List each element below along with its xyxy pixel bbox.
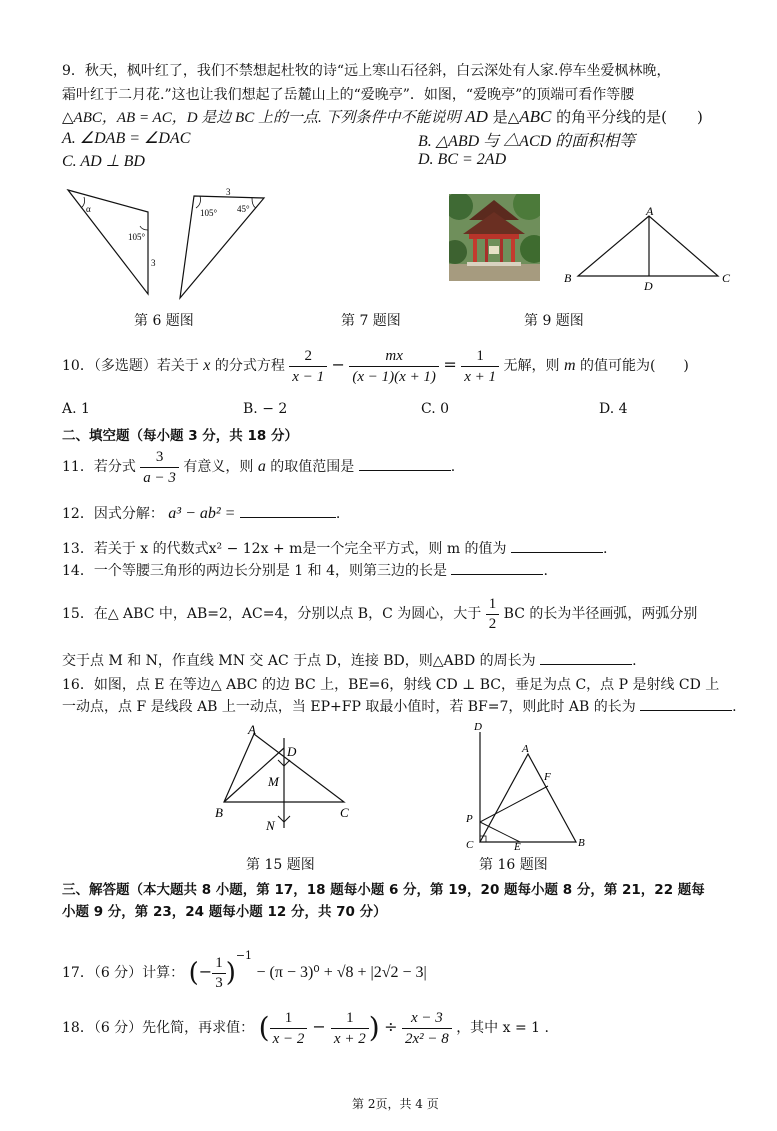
fig16-label-f: F <box>544 771 551 783</box>
fig15-caption: 第 15 题图 <box>246 857 315 873</box>
fig16-label-d: D <box>474 721 482 733</box>
fig16-label-e: E <box>514 841 521 850</box>
q15-line1: 15．在△ ABC 中，AB=2，AC=4，分别以点 B，C 为圆心，大于 $\frac{1}{2}$ BC 的长为半径画弧，两弧分别 <box>62 595 698 632</box>
q9-option-b: B. △ABD 与 △ACD 的面积相等 <box>418 133 636 150</box>
q14-answer-blank[interactable] <box>451 560 543 575</box>
q18-stem: 18．（6 分）先化简，再求值： ( $\frac{1}{x - 2}$ − $\frac{1}{x + 2}$ ) ÷ $\frac{x - 3}{\text{2x² − 8}}$ ，其中 x = 1 . <box>62 1009 549 1047</box>
fig7-angle-105: 105° <box>200 208 218 218</box>
fig16-label-b: B <box>578 837 585 849</box>
q9-line1: 9．秋天，枫叶红了，我们不禁想起杜牧的诗“远上寒山石径斜，白云深处有人家.停车坐爱枫林晚， <box>62 63 671 79</box>
figure-9-triangle <box>560 204 740 294</box>
fig9-label-a: A <box>646 204 654 218</box>
q15-line2: 交于点 M 和 N，作直线 MN 交 AC 于点 D，连接 BD，则△ABD 的周长为 . <box>62 650 637 670</box>
fig9-label-d: D <box>644 279 653 293</box>
figure-6-7-triangles <box>60 186 280 301</box>
fig15-label-m: M <box>268 774 279 789</box>
q11-answer-blank[interactable] <box>359 456 451 471</box>
fig6-side-3: 3 <box>151 258 156 268</box>
fig7-angle-45: 45° <box>237 204 250 214</box>
fig6-caption: 第 6 题图 <box>134 313 194 329</box>
q12-stem: 12．因式分解： a³ − ab² = . <box>62 505 341 522</box>
q10-stem: 10．（多选题）若关于 x 的分式方程 $\frac{2}{x - 1}$ − $\frac{mx}{(x - 1)(x + 1)}$ = $\frac{1}{x + 1}$ 无解，则 m 的值可能为( ) <box>62 347 689 385</box>
fig6-angle-105: 105° <box>128 232 146 242</box>
fig15-label-a: A <box>248 722 256 737</box>
fig16-label-c: C <box>466 839 474 850</box>
page-footer: 第 2页，共 4 页 <box>352 1097 439 1111</box>
q10-option-d: D. 4 <box>599 401 628 417</box>
figure-15 <box>212 720 362 832</box>
q9-line3: △ABC，AB = AC，D 是边 BC 上的一点. 下列条件中不能说明 AD 是△ABC 的角平分线的是( ) <box>62 107 703 126</box>
q14-stem: 14．一个等腰三角形的两边长分别是 1 和 4，则第三边的长是 . <box>62 560 548 580</box>
fig16-caption: 第 16 题图 <box>479 857 548 873</box>
q9-option-d: D. BC = 2AD <box>418 151 507 168</box>
fig15-label-c: C <box>340 805 349 820</box>
q10-option-a: A. 1 <box>62 401 90 417</box>
fig7-caption: 第 7 题图 <box>341 313 401 329</box>
section-3-title-line2: 小题 9 分，第 23，24 题每小题 12 分，共 70 分） <box>62 904 387 920</box>
fig16-label-a: A <box>522 743 529 755</box>
fig9-label-b: B <box>564 271 572 285</box>
section-3-title-line1: 三、解答题（本大题共 8 小题，第 17，18 题每小题 6 分，第 19，20 题每小题 8 分，第 21，22 题每 <box>62 882 705 898</box>
q16-answer-blank[interactable] <box>640 696 732 711</box>
q9-line2: 霜叶红于二月花.”这也让我们想起了岳麓山上的“爱晚亭”．如图，“爱晚亭”的顶端可看作等腰 <box>62 87 635 103</box>
fig6-angle-alpha: α <box>86 204 91 214</box>
q13-stem: 13．若关于 x 的代数式x² − 12x + m是一个完全平方式，则 m 的值为 . <box>62 538 607 558</box>
q15-answer-blank[interactable] <box>540 650 632 665</box>
fig9-caption: 第 9 题图 <box>524 313 584 329</box>
q9-option-a: A. ∠DAB = ∠DAC <box>62 130 191 147</box>
q11-stem: 11．若分式 $\frac{3}{a - 3}$ 有意义，则 a 的取值范围是 . <box>62 448 456 486</box>
q9-option-c: C. AD ⊥ BD <box>62 153 145 170</box>
q10-option-b: B. − 2 <box>243 401 288 417</box>
fig9-label-c: C <box>722 271 731 285</box>
pavilion-photo <box>449 194 540 281</box>
fig7-side-3: 3 <box>226 187 231 197</box>
fig15-label-n: N <box>266 818 275 832</box>
q10-option-c: C. 0 <box>421 401 450 417</box>
q12-answer-blank[interactable] <box>240 503 336 518</box>
q13-answer-blank[interactable] <box>511 538 603 553</box>
figure-16 <box>462 718 592 850</box>
q17-stem: 17．（6 分）计算： (− $\frac{1}{3}$ )$^{-1}$ − (π − 3)⁰ + √8 + |2√2 − 3| <box>62 949 427 991</box>
fig16-label-p: P <box>466 813 473 825</box>
q16-line1: 16．如图，点 E 在等边△ ABC 的边 BC 上，BE=6，射线 CD ⊥ BC，垂足为点 C，点 P 是射线 CD 上 <box>62 677 720 693</box>
fig15-label-b: B <box>215 805 223 820</box>
section-2-title: 二、填空题（每小题 3 分，共 18 分） <box>62 428 298 444</box>
q16-line2: 一动点，点 F 是线段 AB 上一动点，当 EP+FP 取最小值时，若 BF=7，则此时 AB 的长为 . <box>62 696 737 716</box>
fig15-label-d: D <box>287 744 297 759</box>
